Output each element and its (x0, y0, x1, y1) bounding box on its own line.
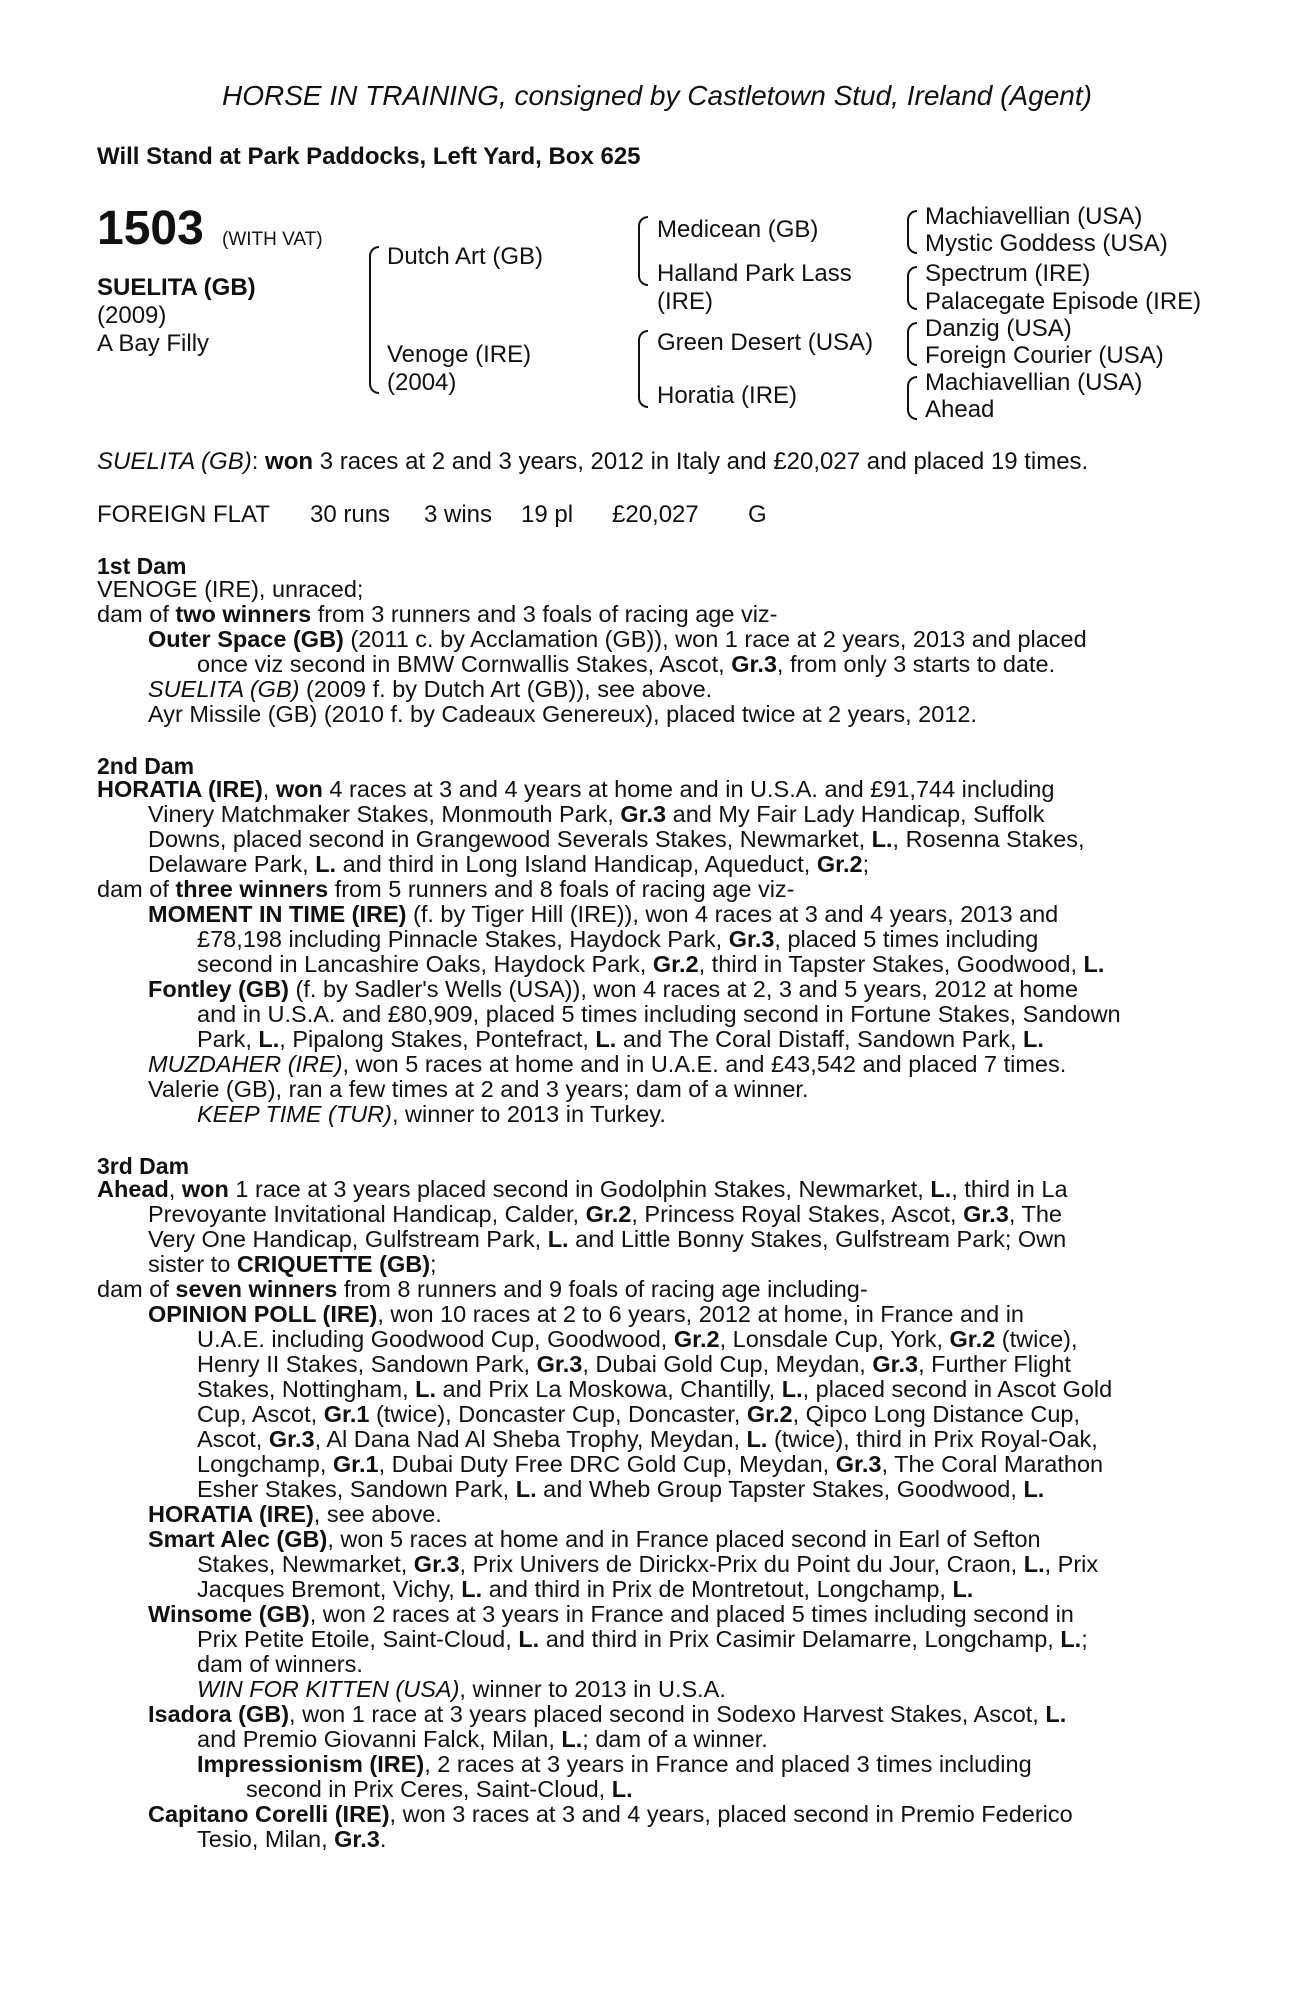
second-dam-line: Valerie (GB), ran a few times at 2 and 3 years; dam of a winner. (148, 1076, 809, 1102)
sire-dam: Halland Park Lass (657, 260, 852, 287)
third-dam-line: OPINION POLL (IRE), won 10 races at 2 to 6 years, 2012 at home, in France and in (148, 1301, 1024, 1327)
second-dam-line: Park, L., Pipalong Stakes, Pontefract, L. and The Coral Distaff, Sandown Park, L. (197, 1026, 1044, 1052)
dam-sire-dam: Foreign Courier (USA) (925, 342, 1164, 369)
pedigree-brace (638, 216, 648, 286)
first-dam-line: Ayr Missile (GB) (2010 f. by Cadeaux Genereux), placed twice at 2 years, 2012. (148, 701, 977, 727)
race-summary (97, 448, 1088, 476)
third-dam-line: and Premio Giovanni Falck, Milan, L.; dam of a winner. (197, 1726, 768, 1752)
third-dam-line: Ahead, won 1 race at 3 years placed second in Godolphin Stakes, Newmarket, L., third in La (97, 1176, 1068, 1202)
pedigree-brace (907, 266, 917, 310)
third-dam-line: Ascot, Gr.3, Al Dana Nad Al Sheba Trophy, Meydan, L. (twice), third in Prix Royal-Oak, (197, 1426, 1098, 1452)
summary-won: won (265, 448, 314, 475)
dam-dam-dam: Ahead (925, 396, 995, 423)
third-dam-line: Capitano Corelli (IRE), won 3 races at 3 and 4 years, placed second in Premio Federico (148, 1801, 1073, 1827)
first-dam-line: SUELITA (GB) (2009 f. by Dutch Art (GB)), see above. (148, 676, 713, 702)
second-dam-line: Downs, placed second in Grangewood Severals Stakes, Newmarket, L., Rosenna Stakes, (148, 826, 1085, 852)
stand-location: Will Stand at Park Paddocks, Left Yard, Box 625 (97, 143, 641, 170)
horse-name: SUELITA (GB) (97, 274, 256, 301)
third-dam-line: Longchamp, Gr.1, Dubai Duty Free DRC Gold Cup, Meydan, Gr.3, The Coral Marathon (197, 1451, 1104, 1477)
third-dam-line: Cup, Ascot, Gr.1 (twice), Doncaster Cup, Doncaster, Gr.2, Qipco Long Distance Cup, (197, 1401, 1081, 1427)
ff-placed: 19 pl (521, 501, 574, 528)
dam: Venoge (IRE) (387, 341, 532, 368)
third-dam-line: Prevoyante Invitational Handicap, Calder, Gr.2, Princess Royal Stakes, Ascot, Gr.3, The (148, 1201, 1062, 1227)
second-dam-line: HORATIA (IRE), won 4 races at 3 and 4 years at home and in U.S.A. and £91,744 including (97, 776, 1055, 802)
dam-sire: Green Desert (USA) (657, 329, 874, 356)
first-dam-line: Outer Space (GB) (2011 c. by Acclamation (GB)), won 1 race at 2 years, 2013 and placed (148, 626, 1087, 652)
third-dam-line: second in Prix Ceres, Saint-Cloud, L. (246, 1776, 633, 1802)
sire-sire: Medicean (GB) (657, 216, 819, 243)
second-dam-line: second in Lancashire Oaks, Haydock Park, Gr.2, third in Tapster Stakes, Goodwood, L. (197, 951, 1105, 977)
third-dam-line: WIN FOR KITTEN (USA), winner to 2013 in U.S.A. (197, 1676, 726, 1702)
second-dam-line: MUZDAHER (IRE), won 5 races at home and in U.A.E. and £43,542 and placed 7 times. (148, 1051, 1067, 1077)
third-dam-line: Jacques Bremont, Vichy, L. and third in Prix de Montretout, Longchamp, L. (197, 1576, 974, 1602)
dam-dam: Horatia (IRE) (657, 382, 798, 409)
third-dam-line: dam of winners. (197, 1651, 363, 1677)
third-dam-line: Tesio, Milan, Gr.3. (197, 1826, 387, 1852)
horse-description: A Bay Filly (97, 330, 210, 357)
third-dam-line: Winsome (GB), won 2 races at 3 years in France and placed 5 times including second in (148, 1601, 1074, 1627)
third-dam-line: dam of seven winners from 8 runners and 9 foals of racing age including- (97, 1276, 868, 1302)
third-dam-line: Very One Handicap, Gulfstream Park, L. and Little Bonny Stakes, Gulfstream Park; Own (148, 1226, 1067, 1252)
second-dam-line: KEEP TIME (TUR), winner to 2013 in Turkey. (197, 1101, 666, 1127)
second-dam-heading: 2nd Dam (97, 753, 195, 779)
sire-dam-dam: Palacegate Episode (IRE) (925, 288, 1202, 315)
page-title: HORSE IN TRAINING, consigned by Castletown Stud, Ireland (Agent) (222, 80, 1092, 111)
pedigree-brace (907, 210, 917, 254)
ff-label: FOREIGN FLAT (97, 501, 270, 528)
first-dam-heading: 1st Dam (97, 553, 187, 579)
third-dam-line: Henry II Stakes, Sandown Park, Gr.3, Dubai Gold Cup, Meydan, Gr.3, Further Flight (197, 1351, 1071, 1377)
second-dam-line: dam of three winners from 5 runners and 8 foals of racing age viz- (97, 876, 795, 902)
second-dam-line: Vinery Matchmaker Stakes, Monmouth Park, Gr.3 and My Fair Lady Handicap, Suffolk (148, 801, 1045, 827)
second-dam-line: and in U.S.A. and £80,909, placed 5 times including second in Fortune Stakes, Sandown (197, 1001, 1121, 1027)
first-dam-line: dam of two winners from 3 runners and 3 foals of racing age viz- (97, 601, 778, 627)
third-dam-line: U.A.E. including Goodwood Cup, Goodwood, Gr.2, Lonsdale Cup, York, Gr.2 (twice), (197, 1326, 1078, 1352)
third-dam-line: sister to CRIQUETTE (GB); (148, 1251, 437, 1277)
ff-earnings: £20,027 (612, 501, 699, 528)
sire-sire-sire: Machiavellian (USA) (925, 203, 1143, 230)
pedigree-brace (907, 376, 917, 420)
sire-dam-sire: Spectrum (IRE) (925, 260, 1091, 287)
lot-number: 1503 (97, 202, 204, 255)
third-dam-line: Smart Alec (GB), won 5 races at home and in France placed second in Earl of Sefton (148, 1526, 1041, 1552)
sire-dam-origin: (IRE) (657, 288, 713, 315)
vat-note: (WITH VAT) (222, 229, 323, 250)
dam-year: (2004) (387, 369, 457, 396)
third-dam-heading: 3rd Dam (97, 1153, 190, 1179)
first-dam-line: VENOGE (IRE), unraced; (97, 576, 364, 602)
second-dam-line: £78,198 including Pinnacle Stakes, Haydock Park, Gr.3, placed 5 times including (197, 926, 1039, 952)
ff-runs: 30 runs (310, 501, 391, 528)
pedigree-brace (907, 322, 917, 366)
third-dam-line: Prix Petite Etoile, Saint-Cloud, L. and third in Prix Casimir Delamarre, Longchamp, L.; (197, 1626, 1088, 1652)
sire-sire-dam: Mystic Goddess (USA) (925, 230, 1168, 257)
third-dam-line: Stakes, Nottingham, L. and Prix La Moskowa, Chantilly, L., placed second in Ascot Gold (197, 1376, 1113, 1402)
pedigree-brace (638, 330, 648, 408)
dam-dam-sire: Machiavellian (USA) (925, 369, 1143, 396)
summary-text: 3 races at 2 and 3 years, 2012 in Italy and £20,027 and placed 19 times. (319, 448, 1089, 475)
third-dam-line: Stakes, Newmarket, Gr.3, Prix Univers de Dirickx-Prix du Point du Jour, Craon, L., Prix (197, 1551, 1099, 1577)
ff-going: G (748, 501, 767, 528)
third-dam-line: Esher Stakes, Sandown Park, L. and Wheb Group Tapster Stakes, Goodwood, L. (197, 1476, 1045, 1502)
second-dam-line: Delaware Park, L. and third in Long Island Handicap, Aqueduct, Gr.2; (148, 851, 870, 877)
third-dam-line: Impressionism (IRE), 2 races at 3 years in France and placed 3 times including (197, 1751, 1032, 1777)
dam-sire-sire: Danzig (USA) (925, 315, 1072, 342)
ff-wins: 3 wins (424, 501, 493, 528)
first-dam-line: once viz second in BMW Cornwallis Stakes, Ascot, Gr.3, from only 3 starts to date. (197, 651, 1056, 677)
third-dam-line: HORATIA (IRE), see above. (148, 1501, 442, 1527)
second-dam-line: MOMENT IN TIME (IRE) (f. by Tiger Hill (IRE)), won 4 races at 3 and 4 years, 2013 and (148, 901, 1059, 927)
sire: Dutch Art (GB) (387, 243, 544, 270)
pedigree-brace (369, 246, 379, 394)
summary-colon: : (251, 448, 259, 475)
horse-year: (2009) (97, 302, 167, 329)
summary-horse-name: SUELITA (GB) (97, 448, 252, 475)
third-dam-line: Isadora (GB), won 1 race at 3 years placed second in Sodexo Harvest Stakes, Ascot, L. (148, 1701, 1067, 1727)
second-dam-line: Fontley (GB) (f. by Sadler's Wells (USA)), won 4 races at 2, 3 and 5 years, 2012 at home (148, 976, 1079, 1002)
